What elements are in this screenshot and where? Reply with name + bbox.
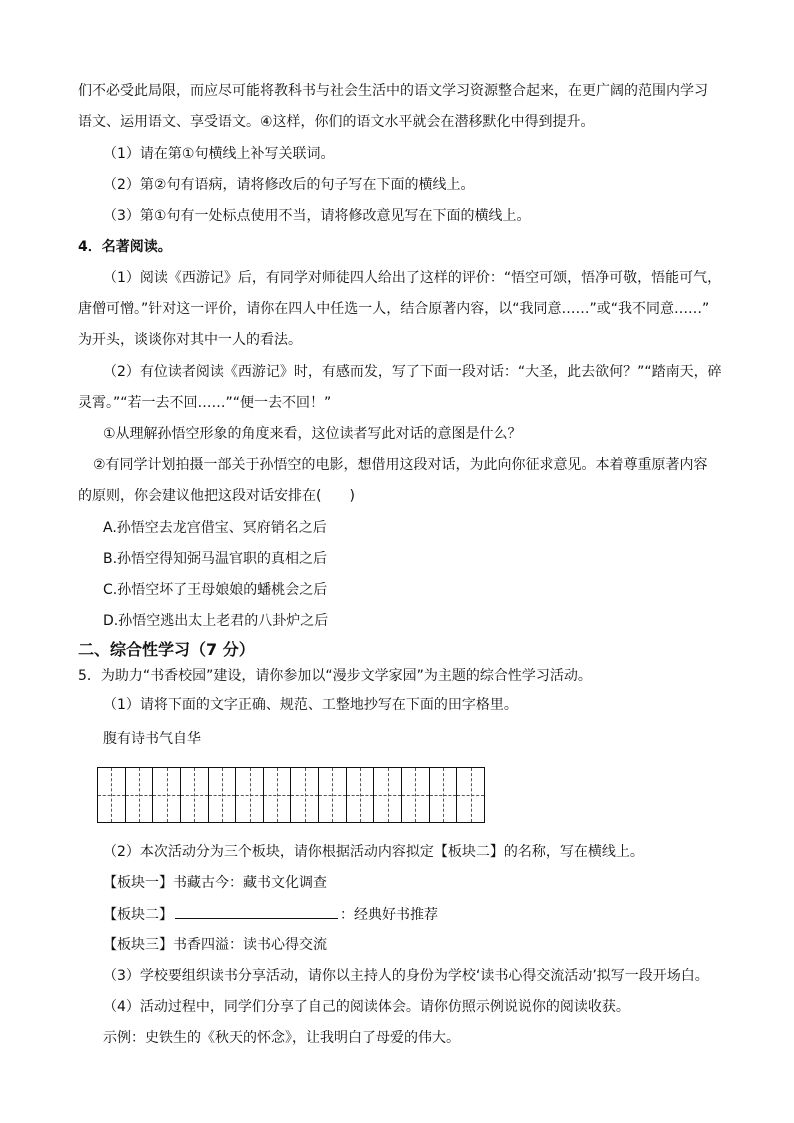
grid-cell[interactable] [319, 768, 347, 822]
block-2-answer-blank[interactable] [175, 904, 338, 919]
grid-cell[interactable] [209, 768, 237, 822]
example-text: 示例：史铁生的《秋天的怀念》，让我明白了母爱的伟大。 [103, 1030, 460, 1046]
block-3: 【板块三】书香四溢：读书心得交流 [103, 937, 327, 953]
section-2-heading: 二、综合性学习（7 分） [78, 640, 255, 659]
text-line: 为开头，谈谈你对其中一人的看法。 [78, 332, 302, 348]
block-1: 【板块一】书藏古今：藏书文化调查 [103, 875, 327, 891]
grid-cell[interactable] [374, 768, 402, 822]
text-line: （1）请将下面的文字正确、规范、工整地抄写在下面的田字格里。 [103, 697, 518, 713]
text-line: （2）有位读者阅读《西游记》时，有感而发，写了下面一段对话：“大圣，此去欲何？”“踏南天，碎 [103, 364, 722, 380]
text-line: 唐僧可憎。”针对这一评价，请你在四人中任选一人，结合原著内容，以“我同意……”或“我不同意……” [78, 301, 710, 317]
grid-cell[interactable] [181, 768, 209, 822]
item-4-heading: 4．名著阅读。 [78, 239, 172, 255]
option-d: D.孙悟空逃出太上老君的八卦炉之后 [103, 613, 329, 629]
grid-cell[interactable] [347, 768, 375, 822]
sub-question-1: ①从理解孙悟空形象的角度来看，这位读者写此对话的意图是什么？ [103, 426, 522, 442]
option-a: A.孙悟空去龙宫借宝、冥府销名之后 [103, 520, 327, 536]
block-2-label: 【板块二】 [103, 907, 173, 923]
grid-cell[interactable] [126, 768, 154, 822]
copy-text: 腹有诗书气自华 [103, 731, 201, 747]
block-2-suffix: ：经典好书推荐 [340, 907, 438, 923]
text-line: 们不必受此局限，而应尽可能将教科书与社会生活中的语文学习资源整合起来，在更广阔的范围内学习 [78, 83, 708, 99]
text-line: 语文、运用语文、享受语文。④这样，你们的语文水平就会在潜移默化中得到提升。 [78, 114, 595, 130]
text-line: （2）本次活动分为三个板块，请你根据活动内容拟定【板块二】的名称，写在横线上。 [103, 844, 644, 860]
question-3: （3）第①句有一处标点使用不当，请将修改意见写在下面的横线上。 [103, 208, 531, 224]
grid-cell[interactable] [457, 768, 484, 822]
grid-cell[interactable] [98, 768, 126, 822]
question-2: （2）第②句有语病，请将修改后的句子写在下面的横线上。 [103, 177, 475, 193]
text-line: （1）阅读《西游记》后，有同学对师徒四人给出了这样的评价：“悟空可颂，悟净可敬，悟能可气， [103, 270, 722, 286]
grid-cell[interactable] [430, 768, 458, 822]
question-c3: （3）学校要组织读书分享活动，请你以主持人的身份为学校‘读书心得交流活动’拟写一段开场白。 [103, 968, 709, 984]
text-line: 的原则，你会建议他把这段对话安排在( ) [78, 488, 355, 504]
option-c: C.孙悟空坏了王母娘娘的蟠桃会之后 [103, 582, 328, 598]
question-c4: （4）活动过程中，同学们分享了自己的阅读体会。请你仿照示例说说你的阅读收获。 [103, 999, 630, 1015]
grid-cell[interactable] [153, 768, 181, 822]
item-5-heading: 5．为助力“书香校园”建设，请你参加以“漫步文学家园”为主题的综合性学习活动。 [78, 668, 592, 684]
text-line: 灵霄。”“若一去不回……”“便一去不回！” [78, 395, 332, 411]
grid-cell[interactable] [402, 768, 430, 822]
option-b: B.孙悟空得知弼马温官职的真相之后 [103, 551, 328, 567]
question-1: （1）请在第①句横线上补写关联词。 [103, 146, 335, 162]
tianzige-grid[interactable] [97, 767, 485, 823]
block-2 [103, 904, 438, 925]
sub-question-2: ②有同学计划拍摄一部关于孙悟空的电影，想借用这段对话，为此向你征求意见。本着尊重原著内容 [93, 457, 708, 473]
grid-cell[interactable] [291, 768, 319, 822]
grid-cell[interactable] [236, 768, 264, 822]
grid-cell[interactable] [264, 768, 292, 822]
